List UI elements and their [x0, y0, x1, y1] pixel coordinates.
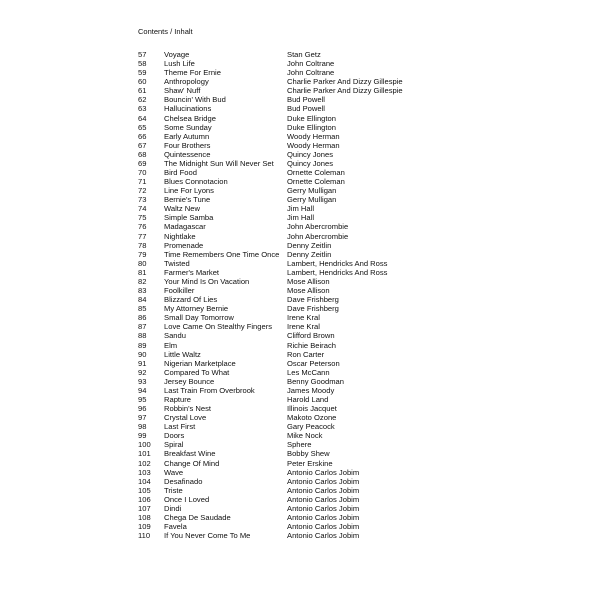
track-artist: Bobby Shew [287, 449, 330, 459]
track-title: Waltz New [164, 204, 201, 214]
track-artist: Mose Allison [287, 276, 330, 286]
toc-entry [138, 132, 428, 141]
track-artist: Antonio Carlos Jobim [287, 503, 360, 513]
track-artist: Ornette Coleman [287, 168, 345, 178]
track-artist: Antonio Carlos Jobim [287, 485, 360, 495]
toc-entry [138, 195, 428, 204]
toc-entry [138, 104, 428, 113]
track-artist: Quincy Jones [287, 158, 334, 168]
toc-entry [138, 522, 428, 531]
toc-entry [138, 341, 428, 350]
toc-entry [138, 59, 428, 68]
track-number: 67 [138, 140, 147, 150]
toc-entry [138, 504, 428, 513]
track-artist: Harold Land [287, 394, 329, 404]
track-number: 77 [138, 231, 147, 241]
toc-entry [138, 86, 428, 95]
track-artist: Irene Kral [287, 322, 320, 332]
track-title: Twisted [164, 258, 190, 268]
track-title: Four Brothers [164, 140, 211, 150]
track-number: 108 [138, 512, 151, 522]
toc-entry [138, 241, 428, 250]
track-title: Lush Life [164, 59, 195, 69]
toc-entry [138, 77, 428, 86]
track-number: 83 [138, 286, 147, 296]
toc-entry [138, 186, 428, 195]
track-title: Promenade [164, 240, 204, 250]
toc-entry [138, 268, 428, 277]
track-title: Voyage [164, 50, 190, 59]
track-artist: Antonio Carlos Jobim [287, 531, 360, 541]
toc-entry [138, 449, 428, 458]
track-artist: Sphere [287, 440, 312, 450]
toc-entry [138, 331, 428, 340]
track-number: 107 [138, 503, 151, 513]
track-title: Spiral [164, 440, 184, 450]
track-number: 91 [138, 358, 147, 368]
track-title: Last First [164, 422, 196, 432]
track-title: Robbin's Nest [164, 404, 212, 414]
track-title: Quintessence [164, 149, 211, 159]
toc-entry [138, 386, 428, 395]
toc-entry [138, 277, 428, 286]
toc-entry [138, 531, 428, 540]
toc-entry [138, 359, 428, 368]
track-number: 95 [138, 394, 147, 404]
toc-entry [138, 250, 428, 259]
track-title: Favela [164, 522, 187, 532]
track-artist: Gerry Mulligan [287, 195, 337, 205]
track-number: 72 [138, 186, 147, 196]
track-title: My Attorney Bernie [164, 304, 229, 314]
track-number: 57 [138, 50, 147, 59]
track-title: Theme For Ernie [164, 68, 221, 78]
track-title: Love Came On Stealthy Fingers [164, 322, 273, 332]
track-title: Bernie's Tune [164, 195, 211, 205]
track-artist: Oscar Peterson [287, 358, 340, 368]
toc-entry [138, 114, 428, 123]
toc-entry [138, 204, 428, 213]
track-title: Wave [164, 467, 184, 477]
track-artist: Makoto Ozone [287, 413, 337, 423]
toc-entry [138, 286, 428, 295]
track-title: Elm [164, 340, 178, 350]
track-number: 102 [138, 458, 151, 468]
toc-entry [138, 468, 428, 477]
track-artist: Peter Erskine [287, 458, 333, 468]
track-artist: Denny Zeitlin [287, 240, 332, 250]
track-title: Your Mind Is On Vacation [164, 276, 250, 286]
track-artist: Jim Hall [287, 213, 315, 223]
track-number: 61 [138, 86, 147, 96]
track-title: Chelsea Bridge [164, 113, 216, 123]
track-title: Triste [164, 485, 183, 495]
track-number: 100 [138, 440, 151, 450]
track-number: 88 [138, 331, 147, 341]
toc-entry [138, 213, 428, 222]
track-artist: Lambert, Hendricks And Ross [287, 267, 388, 277]
track-title: Madagascar [164, 222, 206, 232]
track-number: 109 [138, 522, 151, 532]
track-number: 97 [138, 413, 147, 423]
track-artist: Gary Peacock [287, 422, 335, 432]
track-artist: Quincy Jones [287, 149, 334, 159]
track-title: Small Day Tomorrow [164, 313, 234, 323]
track-title: Dindi [164, 503, 182, 513]
toc-entry [138, 150, 428, 159]
toc-entry [138, 513, 428, 522]
track-title: Crystal Love [164, 413, 207, 423]
track-title: Simple Samba [164, 213, 214, 223]
track-number: 65 [138, 122, 147, 132]
track-artist: John Abercrombie [287, 231, 349, 241]
track-artist: Benny Goodman [287, 376, 344, 386]
toc-entry [138, 404, 428, 413]
toc-entry [138, 295, 428, 304]
toc-entry [138, 495, 428, 504]
track-title: Some Sunday [164, 122, 212, 132]
track-number: 66 [138, 131, 147, 141]
toc-entry [138, 431, 428, 440]
track-number: 73 [138, 195, 147, 205]
track-title: Chega De Saudade [164, 512, 231, 522]
toc-entry [138, 477, 428, 486]
track-title: Foolkiller [164, 286, 195, 296]
track-number: 89 [138, 340, 147, 350]
track-artist: John Abercrombie [287, 222, 349, 232]
page-title: Contents / Inhalt [138, 27, 193, 36]
toc-entry [138, 413, 428, 422]
toc-entry [138, 68, 428, 77]
track-number: 64 [138, 113, 147, 123]
track-title: Desafinado [164, 476, 203, 486]
track-title: Bouncin' With Bud [164, 95, 226, 105]
track-artist: Richie Beirach [287, 340, 336, 350]
track-artist: Illinois Jacquet [287, 404, 337, 414]
toc-entry [138, 141, 428, 150]
track-artist: Duke Ellington [287, 122, 336, 132]
track-number: 85 [138, 304, 147, 314]
track-title: Hallucinations [164, 104, 212, 114]
track-title: Line For Lyons [164, 186, 214, 196]
track-title: Bird Food [164, 168, 197, 178]
toc-entry [138, 159, 428, 168]
track-number: 99 [138, 431, 147, 441]
track-artist: Denny Zeitlin [287, 249, 332, 259]
track-artist: Dave Frishberg [287, 304, 339, 314]
track-title: Nightlake [164, 231, 196, 241]
track-artist: Ornette Coleman [287, 177, 345, 187]
toc-entry [138, 123, 428, 132]
track-title: If You Never Come To Me [164, 531, 251, 541]
track-artist: Woody Herman [287, 131, 340, 141]
toc-entry [138, 232, 428, 241]
track-number: 68 [138, 149, 147, 159]
track-number: 105 [138, 485, 151, 495]
track-title: Jersey Bounce [164, 376, 215, 386]
track-title: The Midnight Sun Will Never Set [164, 158, 274, 168]
track-artist: Bud Powell [287, 104, 325, 114]
track-number: 93 [138, 376, 147, 386]
toc-entry [138, 350, 428, 359]
track-artist: Duke Ellington [287, 113, 336, 123]
track-artist: Lambert, Hendricks And Ross [287, 258, 388, 268]
toc-entry [138, 322, 428, 331]
toc-entry [138, 486, 428, 495]
toc-entry [138, 259, 428, 268]
track-artist: John Coltrane [287, 59, 335, 69]
toc-entry [138, 95, 428, 104]
toc-entry [138, 440, 428, 449]
track-number: 58 [138, 59, 147, 69]
track-title: Once I Loved [164, 494, 210, 504]
track-number: 78 [138, 240, 147, 250]
toc-entry [138, 459, 428, 468]
track-number: 69 [138, 158, 147, 168]
track-number: 75 [138, 213, 147, 223]
track-title: Change Of Mind [164, 458, 220, 468]
track-artist: Jim Hall [287, 204, 315, 214]
toc-entry [138, 50, 428, 59]
toc-entry [138, 222, 428, 231]
track-artist: Irene Kral [287, 313, 320, 323]
track-number: 101 [138, 449, 151, 459]
track-artist: Ron Carter [287, 349, 325, 359]
track-title: Farmer's Market [164, 267, 220, 277]
track-title: Doors [164, 431, 185, 441]
track-title: Compared To What [164, 367, 230, 377]
track-title: Time Remembers One Time Once [164, 249, 280, 259]
track-artist: Dave Frishberg [287, 295, 339, 305]
toc-entry [138, 168, 428, 177]
track-artist: Bud Powell [287, 95, 325, 105]
track-artist: Les McCann [287, 367, 330, 377]
toc-entry [138, 377, 428, 386]
track-artist: John Coltrane [287, 68, 335, 78]
track-number: 60 [138, 77, 147, 87]
track-artist: Antonio Carlos Jobim [287, 512, 360, 522]
track-number: 90 [138, 349, 147, 359]
toc-entry [138, 395, 428, 404]
track-title: Little Waltz [164, 349, 201, 359]
track-title: Blues Connotacion [164, 177, 228, 187]
track-number: 59 [138, 68, 147, 78]
track-title: Breakfast Wine [164, 449, 216, 459]
track-number: 70 [138, 168, 147, 178]
track-number: 80 [138, 258, 147, 268]
track-artist: Antonio Carlos Jobim [287, 467, 360, 477]
track-number: 84 [138, 295, 147, 305]
toc-entry [138, 313, 428, 322]
track-number: 98 [138, 422, 147, 432]
track-number: 106 [138, 494, 151, 504]
track-title: Early Autumn [164, 131, 210, 141]
track-artist: Gerry Mulligan [287, 186, 337, 196]
track-number: 82 [138, 276, 147, 286]
track-artist: Antonio Carlos Jobim [287, 476, 360, 486]
track-number: 81 [138, 267, 147, 277]
track-number: 71 [138, 177, 147, 187]
track-title: Blizzard Of Lies [164, 295, 218, 305]
track-number: 87 [138, 322, 147, 332]
track-number: 103 [138, 467, 151, 477]
track-artist: James Moody [287, 385, 335, 395]
track-number: 79 [138, 249, 147, 259]
track-number: 62 [138, 95, 147, 105]
track-artist: Antonio Carlos Jobim [287, 522, 360, 532]
track-number: 86 [138, 313, 147, 323]
toc-entry [138, 368, 428, 377]
track-number: 110 [138, 531, 151, 541]
track-artist: Clifford Brown [287, 331, 335, 341]
track-artist: Antonio Carlos Jobim [287, 494, 360, 504]
track-title: Anthropology [164, 77, 209, 87]
track-title: Rapture [164, 394, 192, 404]
track-artist: Charlie Parker And Dizzy Gillespie [287, 77, 403, 87]
contents-list [138, 50, 428, 540]
track-number: 74 [138, 204, 147, 214]
track-number: 92 [138, 367, 147, 377]
track-title: Last Train From Overbrook [164, 385, 255, 395]
toc-entry [138, 422, 428, 431]
track-title: Shaw' Nuff [164, 86, 201, 96]
track-artist: Mose Allison [287, 286, 330, 296]
track-number: 104 [138, 476, 151, 486]
track-number: 63 [138, 104, 147, 114]
track-title: Nigerian Marketplace [164, 358, 236, 368]
track-artist: Charlie Parker And Dizzy Gillespie [287, 86, 403, 96]
track-artist: Mike Nock [287, 431, 323, 441]
track-title: Sandu [164, 331, 186, 341]
toc-entry [138, 304, 428, 313]
track-artist: Stan Getz [287, 50, 321, 59]
track-number: 94 [138, 385, 147, 395]
track-number: 96 [138, 404, 147, 414]
track-artist: Woody Herman [287, 140, 340, 150]
track-number: 76 [138, 222, 147, 232]
toc-entry [138, 177, 428, 186]
